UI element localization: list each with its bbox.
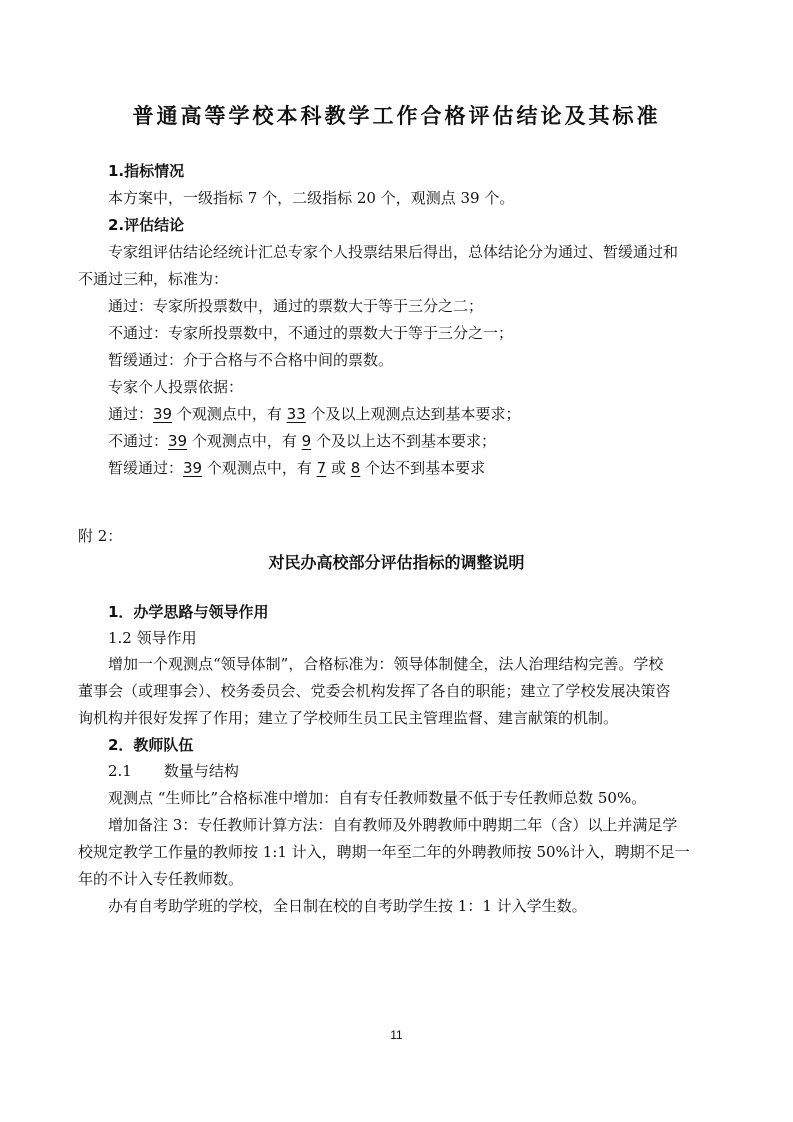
self-study-para: 办有自考助学班的学校，全日制在校的自考助学生按 1：1 计入学生数。 xyxy=(108,897,587,915)
vote-fail-count: 9 xyxy=(301,432,312,450)
standard-fail: 不通过：专家所投票数中，不通过的票数大于等于三分之一； xyxy=(108,324,514,342)
vote-fail-suffix: 个及以上达不到基本要求； xyxy=(311,432,496,450)
page-title: 普通高等学校本科教学工作合格评估结论及其标准 xyxy=(132,103,661,128)
note3-para-line3: 年的不计入专任教师数。 xyxy=(78,870,244,888)
vote-basis: 专家个人投票依据： xyxy=(108,378,244,396)
vote-pass-total: 39 xyxy=(153,405,173,423)
page-number: 11 xyxy=(390,1028,403,1042)
standard-defer: 暂缓通过：介于合格与不合格中间的票数。 xyxy=(108,351,394,369)
vote-fail-total: 39 xyxy=(168,432,188,450)
ratio-para: 观测点 “生师比”合格标准中增加：自有专任教师数量不低于专任教师总数 50%。 xyxy=(108,789,647,807)
appendix-heading-2: 2．教师队伍 xyxy=(108,736,194,754)
vote-pass-count: 33 xyxy=(286,405,306,423)
vote-pass-suffix: 个及以上观测点达到基本要求； xyxy=(305,405,521,423)
leadership-para-line3: 询机构并很好发挥了作用；建立了学校师生员工民主管理监督、建言献策的机制。 xyxy=(78,709,619,727)
appendix-subheading-2-1 xyxy=(108,761,239,781)
note3-para-line1: 增加备注 3：专任教师计算方法：自有教师及外聘教师中聘期二年（含）以上并满足学 xyxy=(108,816,678,834)
conclusion-para-line1: 专家组评估结论经统计汇总专家个人投票结果后得出，总体结论分为通过、暂缓通过和 xyxy=(108,243,679,261)
vote-fail-line xyxy=(108,431,496,451)
vote-fail-mid: 个观测点中，有 xyxy=(187,432,302,450)
appendix-title: 对民办高校部分评估指标的调整说明 xyxy=(268,553,525,572)
conclusion-para-line2: 不通过三种，标准为： xyxy=(78,270,229,288)
vote-defer-line xyxy=(108,458,485,478)
vote-defer-total: 39 xyxy=(183,459,203,477)
subheading-2-1-number: 2.1 xyxy=(108,762,132,780)
appendix-subheading-1-2: 1.2 领导作用 xyxy=(108,629,197,647)
vote-pass-line xyxy=(108,404,521,424)
section-heading-indicators: 1.指标情况 xyxy=(108,162,185,180)
vote-fail-prefix: 不通过： xyxy=(108,432,169,450)
appendix-label: 附 2： xyxy=(78,527,123,545)
vote-defer-mid: 个观测点中，有 xyxy=(202,459,317,477)
indicators-text: 本方案中，一级指标 7 个，二级指标 20 个，观测点 39 个。 xyxy=(108,189,515,207)
leadership-para-line2: 董事会（或理事会）、校务委员会、党委会机构发挥了各自的职能；建立了学校发展决策咨 xyxy=(78,682,671,700)
vote-defer-prefix: 暂缓通过： xyxy=(108,459,184,477)
vote-defer-suffix: 个达不到基本要求 xyxy=(360,459,486,477)
vote-pass-prefix: 通过： xyxy=(108,405,154,423)
section-heading-conclusion: 2.评估结论 xyxy=(108,216,185,234)
vote-pass-mid: 个观测点中，有 xyxy=(172,405,287,423)
appendix-heading-1: 1．办学思路与领导作用 xyxy=(108,603,269,621)
subheading-2-1-text: 数量与结构 xyxy=(163,762,239,780)
vote-defer-or: 或 xyxy=(326,459,351,477)
vote-defer-count-b: 8 xyxy=(350,459,361,477)
vote-defer-count-a: 7 xyxy=(316,459,327,477)
note3-para-line2: 校规定教学工作量的教师按 1:1 计入，聘期一年至二年的外聘教师按 50%计入，聘期不足一 xyxy=(78,843,690,861)
leadership-para-line1: 增加一个观测点“领导体制”，合格标准为：领导体制健全，法人治理结构完善。学校 xyxy=(108,655,664,673)
standard-pass: 通过：专家所投票数中，通过的票数大于等于三分之二； xyxy=(108,297,484,315)
